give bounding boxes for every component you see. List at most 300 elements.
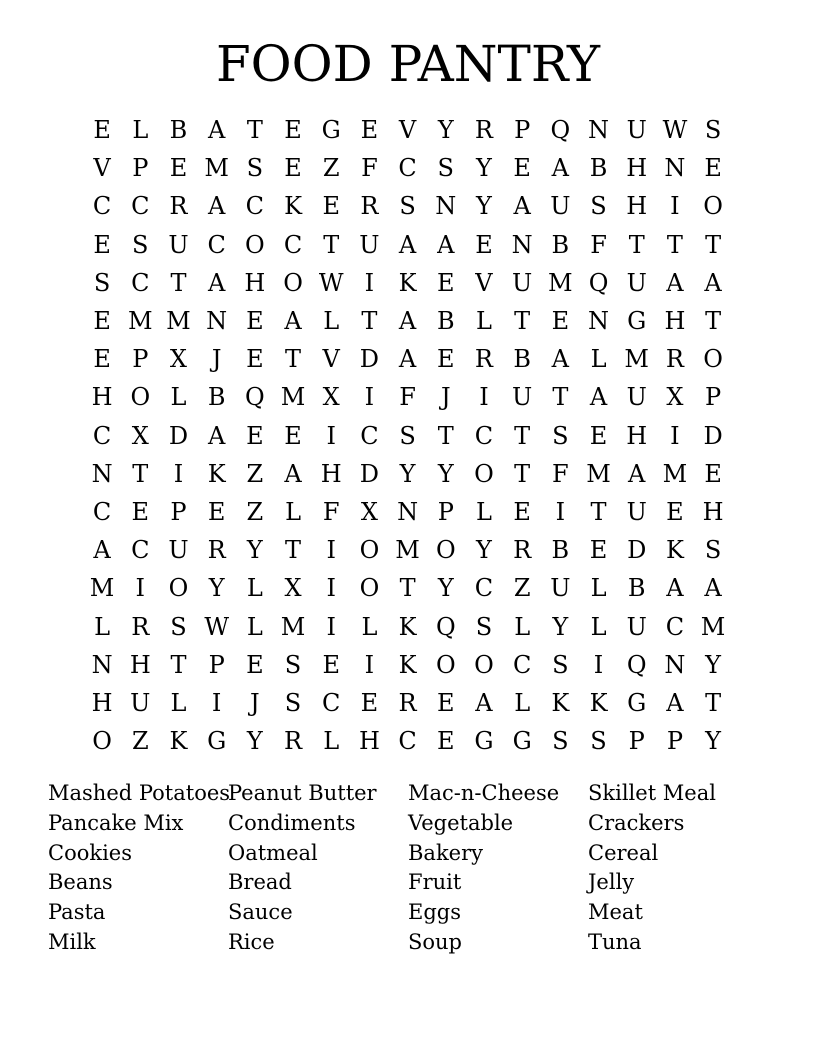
grid-letter[interactable]: L [170, 688, 187, 717]
grid-letter[interactable]: E [284, 154, 302, 183]
grid-letter[interactable]: P [514, 116, 531, 145]
grid-letter[interactable]: E [704, 154, 722, 183]
grid-letter[interactable]: U [626, 612, 647, 641]
grid-letter[interactable]: L [476, 307, 492, 336]
grid-letter[interactable]: M [395, 536, 420, 565]
grid-letter[interactable]: C [283, 230, 303, 259]
word-list-item: Condiments [228, 810, 356, 835]
grid-letter[interactable]: E [360, 688, 379, 717]
grid-letter[interactable]: Y [399, 459, 416, 488]
grid-letter[interactable]: L [323, 727, 340, 756]
grid-letter[interactable]: D [168, 421, 189, 450]
grid-letter[interactable]: A [666, 574, 684, 603]
grid-letter[interactable]: N [588, 307, 610, 336]
grid-letter[interactable]: T [285, 536, 302, 565]
grid-letter[interactable]: B [513, 345, 531, 374]
grid-letter[interactable]: F [590, 230, 607, 259]
grid-letter[interactable]: O [92, 727, 112, 756]
grid-letter[interactable]: L [590, 612, 607, 641]
grid-letter[interactable]: U [359, 230, 380, 259]
grid-letter[interactable]: T [514, 421, 531, 450]
grid-letter[interactable]: D [359, 345, 380, 374]
grid-letter[interactable]: H [91, 383, 113, 412]
grid-letter[interactable]: D [359, 459, 380, 488]
grid-letter[interactable]: Y [437, 116, 454, 145]
grid-letter[interactable]: T [170, 650, 187, 679]
grid-letter[interactable]: J [211, 345, 222, 374]
grid-letter[interactable]: E [246, 307, 264, 336]
grid-letter[interactable]: S [93, 268, 111, 297]
grid-letter[interactable]: E [437, 727, 455, 756]
grid-letter[interactable]: W [662, 116, 688, 145]
grid-letter[interactable]: E [93, 116, 111, 145]
grid-letter[interactable]: S [284, 688, 302, 717]
grid-letter[interactable]: P [132, 345, 149, 374]
grid-letter[interactable]: E [207, 497, 226, 526]
grid-letter[interactable]: Z [131, 727, 149, 756]
grid-letter[interactable]: E [666, 497, 684, 526]
grid-letter[interactable]: E [475, 230, 493, 259]
grid-letter[interactable]: N [588, 116, 610, 145]
grid-letter[interactable]: T [628, 230, 645, 259]
grid-letter[interactable]: T [246, 116, 263, 145]
grid-letter[interactable]: M [127, 307, 153, 336]
grid-letter[interactable]: I [670, 192, 680, 221]
word-list-item: Bread [228, 870, 292, 895]
grid-letter[interactable]: Z [246, 459, 264, 488]
grid-letter[interactable]: N [397, 497, 419, 526]
grid-letter[interactable]: M [280, 612, 306, 641]
grid-letter[interactable]: O [359, 574, 380, 603]
grid-letter[interactable]: S [704, 116, 722, 145]
grid-letter[interactable]: T [285, 345, 302, 374]
word-list-item: Cereal [588, 840, 659, 865]
grid-letter[interactable]: E [513, 154, 531, 183]
grid-letter[interactable]: R [131, 612, 150, 641]
grid-letter[interactable]: T [666, 230, 683, 259]
grid-letter[interactable]: I [135, 574, 146, 603]
grid-letter[interactable]: Y [208, 574, 225, 603]
grid-letter[interactable]: A [93, 536, 111, 565]
grid-letter[interactable]: O [474, 459, 494, 488]
grid-letter[interactable]: Y [705, 650, 722, 679]
grid-letter[interactable]: P [170, 497, 187, 526]
grid-letter[interactable]: U [626, 497, 647, 526]
grid-letter[interactable]: E [93, 345, 111, 374]
grid-letter[interactable]: K [551, 688, 570, 717]
grid-letter[interactable]: X [131, 421, 149, 450]
grid-letter[interactable]: C [131, 536, 150, 565]
grid-letter[interactable]: C [92, 192, 112, 221]
grid-letter[interactable]: U [512, 383, 533, 412]
grid-letter[interactable]: L [361, 612, 378, 641]
grid-letter[interactable]: H [129, 650, 151, 679]
grid-letter[interactable]: I [326, 612, 336, 641]
grid-letter[interactable]: U [626, 268, 647, 297]
grid-letter[interactable]: R [474, 116, 493, 145]
grid-letter[interactable]: A [551, 345, 570, 374]
grid-letter[interactable]: T [552, 383, 569, 412]
grid-letter[interactable]: M [700, 612, 726, 641]
grid-letter[interactable]: C [398, 154, 417, 183]
grid-letter[interactable]: C [131, 192, 150, 221]
grid-letter[interactable]: W [318, 268, 344, 297]
grid-letter[interactable]: C [398, 727, 417, 756]
grid-letter[interactable]: B [207, 383, 226, 412]
grid-letter[interactable]: U [626, 116, 647, 145]
grid-letter[interactable]: X [284, 574, 302, 603]
grid-letter[interactable]: N [91, 459, 113, 488]
word-list-item: Peanut Butter [228, 781, 377, 805]
grid-letter[interactable]: K [665, 536, 684, 565]
grid-letter[interactable]: E [246, 650, 264, 679]
grid-letter[interactable]: H [358, 727, 380, 756]
grid-letter[interactable]: S [284, 650, 302, 679]
grid-letter[interactable]: E [284, 421, 302, 450]
grid-letter[interactable]: G [512, 727, 532, 756]
grid-letter[interactable]: C [92, 497, 112, 526]
grid-letter[interactable]: J [440, 383, 451, 412]
grid-letter[interactable]: E [360, 116, 379, 145]
grid-letter[interactable]: C [474, 421, 494, 450]
word-list-item: Vegetable [408, 810, 514, 835]
grid-letter[interactable]: S [399, 192, 416, 221]
grid-letter[interactable]: U [550, 574, 571, 603]
grid-letter[interactable]: H [320, 459, 342, 488]
grid-letter[interactable]: O [245, 230, 265, 259]
grid-letter[interactable]: C [474, 574, 494, 603]
grid-letter[interactable]: N [435, 192, 457, 221]
grid-letter[interactable]: O [474, 650, 494, 679]
grid-letter[interactable]: O [130, 383, 151, 412]
grid-letter[interactable]: K [398, 650, 417, 679]
grid-letter[interactable]: T [323, 230, 340, 259]
word-list-item: Fruit [408, 870, 462, 895]
grid-letter[interactable]: A [475, 688, 493, 717]
grid-letter[interactable]: Q [626, 650, 647, 679]
grid-letter[interactable]: L [94, 612, 111, 641]
grid-letter[interactable]: I [364, 268, 375, 297]
grid-letter[interactable]: O [283, 268, 303, 297]
grid-letter[interactable]: B [436, 307, 455, 336]
grid-letter[interactable]: E [513, 497, 531, 526]
grid-letter[interactable]: S [552, 650, 569, 679]
grid-letter[interactable]: T [514, 459, 531, 488]
grid-letter[interactable]: E [551, 307, 570, 336]
grid-letter[interactable]: C [245, 192, 265, 221]
grid-letter[interactable]: C [665, 612, 685, 641]
grid-letter[interactable]: E [437, 345, 455, 374]
grid-letter[interactable]: V [475, 268, 493, 297]
grid-letter[interactable]: G [627, 688, 647, 717]
grid-letter[interactable]: Z [246, 497, 264, 526]
grid-letter[interactable]: A [284, 307, 302, 336]
grid-letter[interactable]: S [590, 727, 607, 756]
grid-letter[interactable]: L [323, 307, 340, 336]
grid-letter[interactable]: L [132, 116, 149, 145]
grid-letter[interactable]: H [626, 154, 648, 183]
grid-letter[interactable]: U [512, 268, 533, 297]
grid-letter[interactable]: Y [437, 574, 454, 603]
grid-letter[interactable]: M [662, 459, 688, 488]
grid-letter[interactable]: I [593, 650, 604, 679]
grid-letter[interactable]: T [514, 307, 531, 336]
grid-letter[interactable]: A [207, 116, 226, 145]
grid-letter[interactable]: E [246, 421, 264, 450]
grid-letter[interactable]: G [627, 307, 647, 336]
grid-letter[interactable]: A [284, 459, 302, 488]
grid-letter[interactable]: O [435, 536, 456, 565]
grid-letter[interactable]: A [207, 268, 226, 297]
grid-letter[interactable]: C [322, 688, 341, 717]
grid-letter[interactable]: I [326, 421, 336, 450]
grid-letter[interactable]: R [665, 345, 684, 374]
grid-letter[interactable]: O [168, 574, 189, 603]
grid-letter[interactable]: I [326, 574, 336, 603]
grid-letter[interactable]: Q [435, 612, 456, 641]
grid-letter[interactable]: E [322, 192, 340, 221]
grid-letter[interactable]: M [280, 383, 306, 412]
grid-letter[interactable]: M [89, 574, 115, 603]
grid-letter[interactable]: D [703, 421, 723, 450]
word-list-item: Oatmeal [228, 840, 318, 865]
grid-letter[interactable]: L [246, 612, 263, 641]
grid-letter[interactable]: M [166, 307, 191, 336]
grid-letter[interactable]: Y [476, 154, 492, 183]
grid-letter[interactable]: R [513, 536, 532, 565]
grid-letter[interactable]: T [170, 268, 187, 297]
grid-letter[interactable]: F [322, 497, 340, 526]
grid-letter[interactable]: C [360, 421, 379, 450]
grid-letter[interactable]: A [628, 459, 646, 488]
word-list-item: Meat [588, 900, 643, 925]
grid-letter[interactable]: U [550, 192, 571, 221]
grid-letter[interactable]: Z [513, 574, 531, 603]
grid-letter[interactable]: L [246, 574, 263, 603]
grid-letter[interactable]: E [246, 345, 264, 374]
grid-letter[interactable]: A [666, 268, 684, 297]
grid-letter[interactable]: A [704, 574, 722, 603]
grid-letter[interactable]: M [548, 268, 573, 297]
grid-letter[interactable]: Y [246, 536, 263, 565]
grid-letter[interactable]: S [132, 230, 149, 259]
grid-letter[interactable]: B [627, 574, 646, 603]
grid-letter[interactable]: Y [246, 727, 263, 756]
grid-letter[interactable]: N [511, 230, 533, 259]
grid-letter[interactable]: L [170, 383, 187, 412]
grid-letter[interactable]: A [207, 192, 226, 221]
grid-letter[interactable]: A [704, 268, 722, 297]
grid-letter[interactable]: X [666, 383, 684, 412]
grid-letter[interactable]: E [437, 688, 455, 717]
grid-letter[interactable]: M [204, 154, 229, 183]
grid-letter[interactable]: O [435, 650, 456, 679]
grid-letter[interactable]: H [91, 688, 113, 717]
grid-letter[interactable]: A [207, 421, 226, 450]
grid-letter[interactable]: U [130, 688, 151, 717]
grid-letter[interactable]: H [244, 268, 266, 297]
grid-letter[interactable]: Q [245, 383, 265, 412]
grid-letter[interactable]: U [168, 230, 189, 259]
grid-letter[interactable]: I [173, 459, 184, 488]
grid-letter[interactable]: I [479, 383, 489, 412]
grid-letter[interactable]: R [360, 192, 379, 221]
grid-letter[interactable]: Y [437, 459, 454, 488]
grid-letter[interactable]: I [326, 536, 336, 565]
word-list-item: Milk [48, 929, 96, 954]
grid-letter[interactable]: H [626, 192, 648, 221]
grid-letter[interactable]: P [628, 727, 645, 756]
grid-letter[interactable]: Y [476, 192, 492, 221]
grid-letter[interactable]: A [589, 383, 608, 412]
grid-letter[interactable]: J [250, 688, 260, 717]
grid-letter[interactable]: Y [552, 612, 569, 641]
grid-letter[interactable]: D [627, 536, 647, 565]
grid-letter[interactable]: S [590, 192, 607, 221]
grid-letter[interactable]: O [359, 536, 380, 565]
grid-letter[interactable]: E [131, 497, 150, 526]
grid-letter[interactable]: A [437, 230, 455, 259]
grid-letter[interactable]: E [93, 307, 111, 336]
grid-letter[interactable]: P [437, 497, 454, 526]
grid-letter[interactable]: N [206, 307, 228, 336]
grid-letter[interactable]: A [398, 307, 417, 336]
grid-letter[interactable]: N [664, 650, 686, 679]
grid-letter[interactable]: F [552, 459, 569, 488]
grid-letter[interactable]: F [361, 154, 378, 183]
grid-letter[interactable]: A [398, 230, 417, 259]
grid-letter[interactable]: X [322, 383, 340, 412]
grid-letter[interactable]: M [586, 459, 611, 488]
grid-letter[interactable]: T [705, 307, 722, 336]
grid-letter[interactable]: T [705, 688, 722, 717]
grid-letter[interactable]: B [169, 116, 188, 145]
grid-letter[interactable]: S [475, 612, 493, 641]
grid-letter[interactable]: K [207, 459, 226, 488]
grid-letter[interactable]: I [364, 650, 375, 679]
grid-letter[interactable]: P [208, 650, 225, 679]
word-list-item: Bakery [408, 840, 484, 865]
grid-letter[interactable]: O [703, 192, 723, 221]
grid-letter[interactable]: S [170, 612, 187, 641]
grid-letter[interactable]: W [204, 612, 229, 641]
grid-letter[interactable]: L [514, 688, 531, 717]
grid-letter[interactable]: C [92, 421, 112, 450]
grid-letter[interactable]: R [169, 192, 188, 221]
grid-letter[interactable]: L [590, 345, 607, 374]
grid-letter[interactable]: N [91, 650, 113, 679]
grid-letter[interactable]: O [703, 345, 723, 374]
grid-letter[interactable]: I [364, 383, 375, 412]
grid-letter[interactable]: E [704, 459, 722, 488]
grid-letter[interactable]: T [590, 497, 607, 526]
grid-letter[interactable]: S [437, 154, 454, 183]
grid-letter[interactable]: C [131, 268, 150, 297]
grid-letter[interactable]: G [321, 116, 341, 145]
grid-letter[interactable]: N [664, 154, 686, 183]
grid-letter[interactable]: C [207, 230, 226, 259]
grid-letter[interactable]: R [207, 536, 226, 565]
grid-letter[interactable]: T [437, 421, 454, 450]
grid-letter[interactable]: C [512, 650, 532, 679]
grid-letter[interactable]: T [399, 574, 416, 603]
grid-letter[interactable]: T [705, 230, 722, 259]
grid-letter[interactable]: G [474, 727, 494, 756]
grid-letter[interactable]: E [437, 268, 455, 297]
grid-letter[interactable]: E [93, 230, 111, 259]
grid-letter[interactable]: E [589, 421, 608, 450]
grid-letter[interactable]: I [211, 688, 222, 717]
grid-letter[interactable]: E [322, 650, 340, 679]
grid-letter[interactable]: X [360, 497, 378, 526]
grid-letter[interactable]: Y [476, 536, 492, 565]
grid-letter[interactable]: Z [322, 154, 340, 183]
grid-letter[interactable]: G [207, 727, 227, 756]
grid-letter[interactable]: Q [588, 268, 609, 297]
grid-letter[interactable]: P [666, 727, 683, 756]
grid-letter[interactable]: E [284, 116, 302, 145]
grid-letter[interactable]: M [624, 345, 649, 374]
grid-letter[interactable]: R [283, 727, 303, 756]
grid-letter[interactable]: K [589, 688, 608, 717]
grid-letter[interactable]: L [514, 612, 531, 641]
grid-letter[interactable]: B [551, 536, 570, 565]
grid-letter[interactable]: V [322, 345, 340, 374]
grid-letter[interactable]: R [398, 688, 417, 717]
grid-letter[interactable]: U [626, 383, 647, 412]
grid-letter[interactable]: U [168, 536, 189, 565]
grid-letter[interactable]: V [93, 154, 111, 183]
grid-letter[interactable]: K [284, 192, 302, 221]
grid-letter[interactable]: I [555, 497, 566, 526]
grid-letter[interactable]: L [476, 497, 492, 526]
grid-letter[interactable]: I [670, 421, 680, 450]
grid-letter[interactable]: H [664, 307, 686, 336]
grid-letter[interactable]: K [169, 727, 188, 756]
grid-letter[interactable]: S [552, 421, 569, 450]
grid-letter[interactable]: H [626, 421, 648, 450]
word-list-item: Mashed Potatoes [48, 781, 231, 805]
grid-letter[interactable]: Q [550, 116, 571, 145]
grid-letter[interactable]: F [399, 383, 416, 412]
grid-letter[interactable]: E [169, 154, 188, 183]
grid-letter[interactable]: S [246, 154, 264, 183]
grid-letter[interactable]: A [398, 345, 417, 374]
grid-letter[interactable]: L [590, 574, 607, 603]
grid-letter[interactable]: S [704, 536, 722, 565]
grid-letter[interactable]: E [589, 536, 608, 565]
grid-letter[interactable]: T [132, 459, 149, 488]
grid-letter[interactable]: H [702, 497, 724, 526]
grid-letter[interactable]: L [285, 497, 301, 526]
grid-letter[interactable]: V [398, 116, 417, 145]
grid-letter[interactable]: S [399, 421, 416, 450]
grid-letter[interactable]: Y [705, 727, 722, 756]
grid-letter[interactable]: B [589, 154, 608, 183]
grid-letter[interactable]: K [398, 612, 417, 641]
grid-letter[interactable]: P [132, 154, 149, 183]
grid-letter[interactable]: P [705, 383, 722, 412]
grid-letter[interactable]: K [398, 268, 417, 297]
grid-letter[interactable]: A [551, 154, 570, 183]
grid-letter[interactable]: R [474, 345, 493, 374]
grid-letter[interactable]: A [513, 192, 531, 221]
grid-letter[interactable]: X [169, 345, 188, 374]
grid-letter[interactable]: A [666, 688, 684, 717]
grid-letter[interactable]: B [551, 230, 570, 259]
grid-letter[interactable]: T [361, 307, 378, 336]
grid-letter[interactable]: S [552, 727, 569, 756]
